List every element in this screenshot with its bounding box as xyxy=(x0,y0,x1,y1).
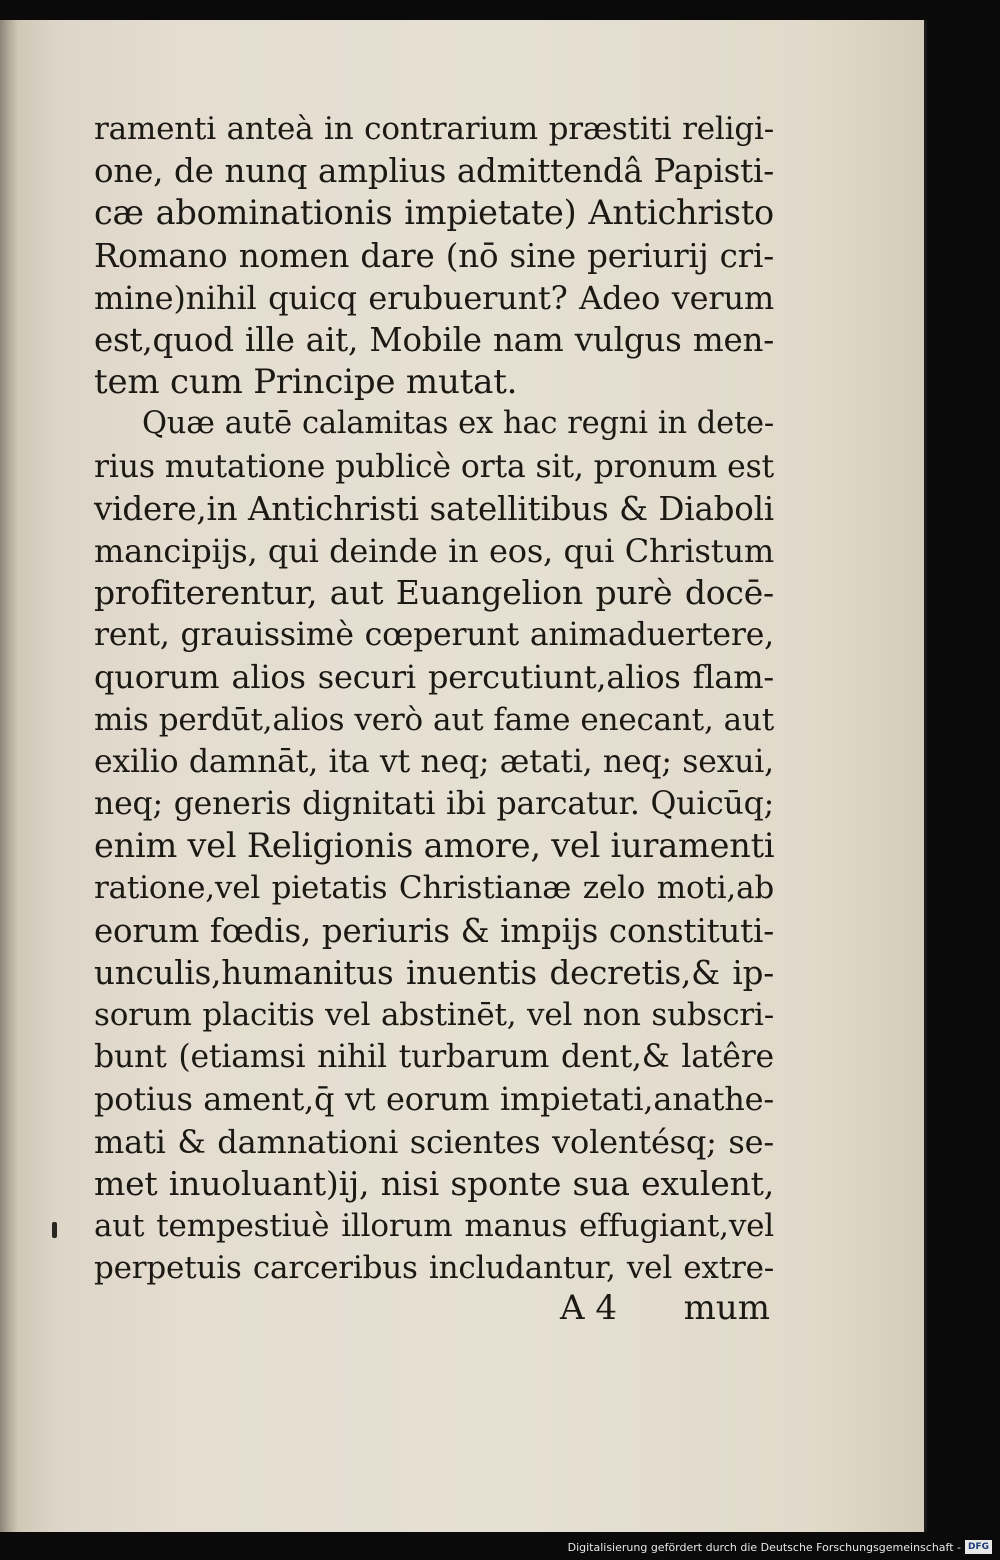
signature-mark: A 4 xyxy=(560,1288,617,1328)
text-line: mis perdūt,alios verò aut fame enecant, aut xyxy=(94,701,774,738)
text-line: bunt (etiamsi nihil turbarum dent,& latêre xyxy=(94,1039,774,1076)
text-line: Romano nomen dare (nō sine periurij cri- xyxy=(94,236,774,275)
digitization-credit xyxy=(568,1538,992,1556)
text-line: potius ament,q̄ vt eorum impietati,anathe- xyxy=(94,1080,774,1119)
text-line: unculis,humanitus inuentis decretis,& ip- xyxy=(94,953,774,992)
text-line: videre,in Antichristi satellitibus & Diaboli xyxy=(94,489,774,528)
text-line: met inuoluant)ij, nisi sponte sua exulent, xyxy=(94,1163,774,1203)
text-line: mancipijs, qui deinde in eos, qui Christum xyxy=(94,531,774,570)
text-line: cæ abominationis impietate) Antichristo xyxy=(94,193,774,233)
text-line: rent, grauissimè cœperunt animaduertere, xyxy=(94,617,774,654)
text-line: perpetuis carceribus includantur, vel extre- xyxy=(94,1250,774,1287)
page-binding-shadow xyxy=(0,20,18,1532)
margin-ink-mark xyxy=(52,1222,57,1238)
page-text-block xyxy=(94,108,774,1289)
text-line: rius mutatione publicè orta sit, pronum est xyxy=(94,448,774,485)
text-line: Quæ autē calamitas ex hac regni in dete- xyxy=(142,406,774,442)
text-line: enim vel Religionis amore, vel iuramenti xyxy=(94,826,775,866)
text-line: one, de nunq amplius admittendâ Papisti- xyxy=(94,152,774,191)
text-line: ratione,vel pietatis Christianæ zelo moti,ab xyxy=(94,870,774,907)
page-foot xyxy=(560,1288,770,1332)
catchword: mum xyxy=(683,1288,770,1328)
text-line: est,quod ille ait, Mobile nam vulgus men- xyxy=(94,320,774,359)
text-line: quorum alios securi percutiunt,alios flam- xyxy=(94,658,774,697)
text-line: sorum placitis vel abstinēt, vel non subscri- xyxy=(94,996,774,1033)
text-line: mati & damnationi scientes volentésq; se- xyxy=(94,1122,774,1161)
credit-text: Digitalisierung gefördert durch die Deutsche Forschungsgemeinschaft - xyxy=(567,1540,961,1554)
text-line: tem cum Principe mutat. xyxy=(94,362,518,403)
text-line: ramenti anteà in contrarium præstiti religi- xyxy=(94,111,774,147)
dfg-logo-icon: DFG xyxy=(965,1540,992,1554)
text-line: neq; generis dignitati ibi parcatur. Quicūq; xyxy=(94,786,774,822)
text-line: aut tempestiuè illorum manus effugiant,vel xyxy=(94,1207,774,1244)
text-line: exilio damnāt, ita vt neq; ætati, neq; sexui, xyxy=(94,743,774,780)
text-line: mine)nihil quicq erubuerunt? Adeo verum xyxy=(94,278,774,317)
text-line: eorum fœdis, periuris & impijs constituti- xyxy=(94,911,774,950)
text-line: profiterentur, aut Euangelion purè docē- xyxy=(94,573,774,613)
